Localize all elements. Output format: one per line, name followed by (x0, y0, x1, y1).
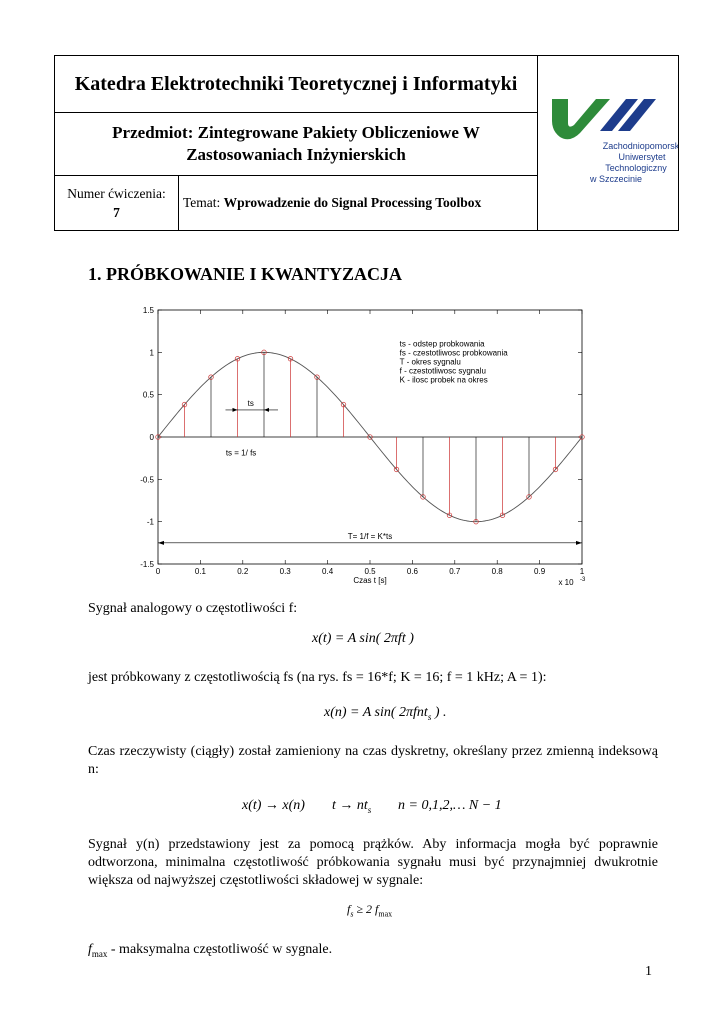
subject-cell (55, 113, 538, 176)
logo-line-2: Uniwersytet (618, 151, 666, 162)
university-logo (538, 81, 678, 201)
fmax-sub: max (91, 948, 108, 959)
equation-4-f: f (347, 902, 351, 916)
y-tick-label: 0 (149, 433, 154, 442)
x-tick-label: 0.1 (194, 567, 206, 576)
y-tick-label: 1 (149, 348, 154, 358)
equation-3b-sub: s (367, 804, 372, 815)
x-tick-label: 0.8 (491, 567, 503, 576)
legend-line: fs - czestotliwosc probkowania (399, 348, 508, 358)
period-label: T= 1/f = K*ts (347, 531, 393, 541)
equation-3c: n = 0,1,2,… N − 1 (398, 798, 502, 813)
paragraph-5-text: - maksymalna częstotliwość w sygnale. (107, 942, 333, 957)
paragraph-3: Czas rzeczywisty (ciągły) został zamieniony na czas dyskretny, określany przez zmienną indeksową n: (88, 744, 658, 777)
x-axis-label: Czas t [s] (353, 576, 387, 585)
exercise-label: Numer ćwiczenia: (67, 186, 166, 201)
x-tick-label: 0.2 (237, 567, 249, 576)
legend-line: f - czestotliwosc sygnalu (399, 366, 486, 376)
paragraph-5 (88, 941, 658, 963)
period-arrowhead-right (576, 541, 582, 545)
ts-arrowhead-left (233, 408, 238, 412)
ts-arrowhead-right (264, 408, 269, 412)
x-multiplier: x 10 (558, 578, 574, 587)
logo-line-4: w Szczecinie (589, 173, 643, 184)
header-table (54, 55, 679, 231)
subject-line-2: Zastosowaniach Inżynierskich (186, 145, 406, 164)
x-tick-label: 0.5 (364, 567, 376, 576)
logo-green-shape (552, 99, 610, 139)
x-tick-label: 1 (579, 567, 585, 576)
legend-line: ts - odstep probkowania (399, 339, 485, 349)
section-title: 1. PRÓBKOWANIE I KWANTYZACJA (88, 264, 403, 284)
x-tick-label: 0.9 (534, 567, 546, 576)
subject-line-1: Przedmiot: Zintegrowane Pakiety Obliczeniowe W (112, 123, 480, 142)
topic-cell (179, 176, 538, 231)
equation-2-main: x(n) = A sin( 2πfnt (324, 705, 428, 720)
equation-2-end: ) . (434, 705, 447, 720)
ts-formula-label: ts = 1/ fs (225, 448, 257, 458)
y-tick-label: -1 (146, 517, 154, 527)
topic-title: Wprowadzenie do Signal Processing Toolbox (223, 195, 482, 210)
logo-line-3: Technologiczny (605, 162, 667, 173)
equation-4-max: max (378, 909, 393, 919)
equation-3a: x(t) → x(n) (242, 798, 305, 813)
equation-4 (347, 902, 392, 918)
y-tick-label: -0.5 (140, 475, 154, 485)
period-arrowhead-left (158, 541, 164, 545)
x-tick-label: 0.4 (322, 567, 334, 576)
page-number: 1 (645, 964, 652, 979)
department-title: Katedra Elektrotechniki Teoretycznej i Informatyki (55, 56, 538, 113)
equation-3b-main: t → nt (332, 798, 368, 813)
equation-3b (332, 798, 371, 815)
exercise-number-cell (55, 176, 179, 231)
legend-line: T - okres sygnalu (399, 357, 461, 367)
paragraph-1: Sygnał analogowy o częstotliwości f: (88, 601, 298, 616)
x-tick-label: 0.7 (449, 567, 461, 576)
paragraph-2: jest próbkowany z częstotliwością fs (na rys. fs = 16*f; K = 16; f = 1 kHz; A = 1): (88, 670, 547, 685)
ts-label: ts (247, 398, 254, 408)
legend-line: K - ilosc probek na okres (399, 375, 488, 385)
equation-4-sub: s (350, 909, 354, 919)
exercise-number: 7 (113, 205, 120, 220)
logo-line-1: Zachodniopomorski (602, 140, 678, 151)
equation-2 (324, 705, 447, 722)
y-tick-label: -1.5 (140, 560, 154, 569)
topic-label: Temat: (183, 195, 221, 210)
x-tick-label: 0.6 (406, 567, 418, 576)
paragraph-4: Sygnał y(n) przedstawiony jest za pomocą prążków. Aby informacja mogła być poprawnie odtworzona, minimalna częstotliwość próbkowania sygnału musi być przynajmniej dwukrotnie większa od najwyższej częstotliwości składowej w sygnale: (88, 837, 658, 888)
equation-2-sub: s (427, 711, 432, 722)
x-exponent: -3 (580, 577, 586, 583)
x-tick-label: 0.3 (279, 567, 291, 576)
y-tick-label: 0.5 (142, 390, 154, 400)
x-tick-label: 0 (155, 567, 161, 576)
y-tick-label: 1.5 (142, 306, 154, 315)
sampling-chart (130, 302, 600, 592)
fmax-symbol: f (88, 942, 92, 957)
university-logo-cell (538, 56, 679, 231)
equation-1: x(t) = A sin( 2πft ) (312, 631, 414, 646)
equation-4-rest: ≥ 2 f (356, 902, 379, 916)
